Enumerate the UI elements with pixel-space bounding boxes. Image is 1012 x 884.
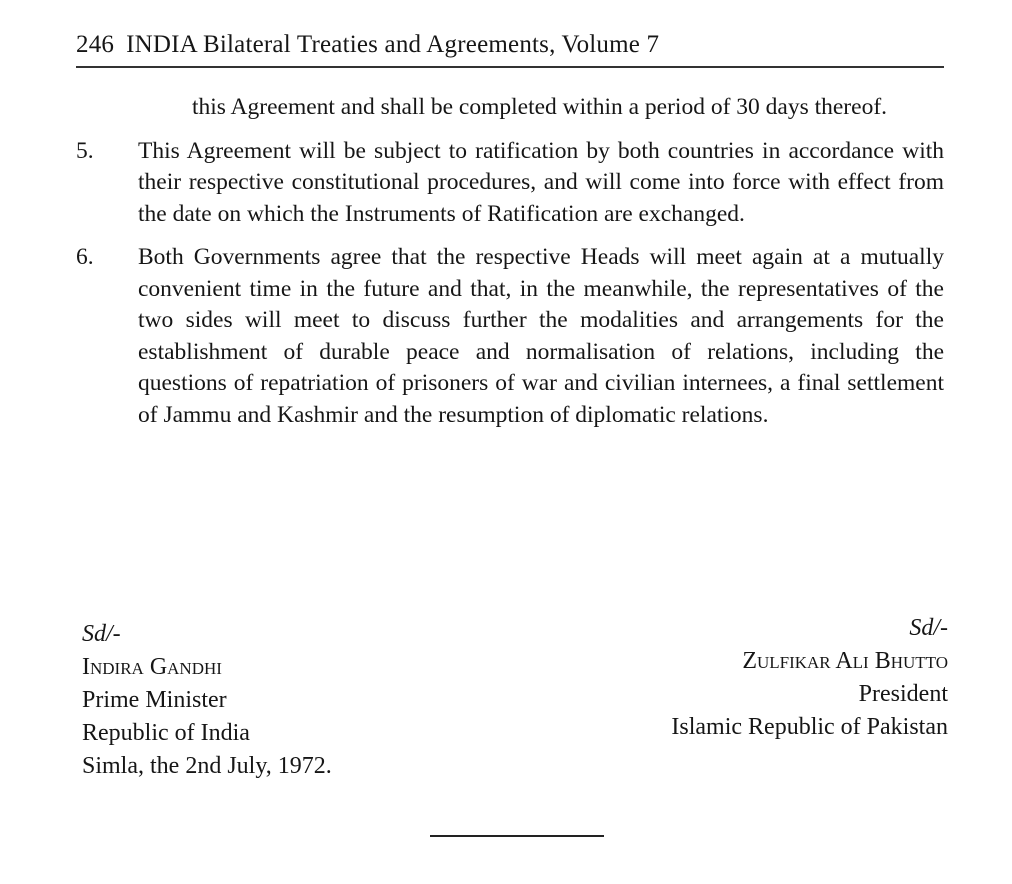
book-title: INDIA Bilateral Treaties and Agreements, Volume 7 (126, 31, 660, 58)
clause-text: This Agreement will be subject to ratification by both countries in accordance with their respective constitutional procedures, and will come into force with effect from the date on which the Instruments of Ratification are exchanged. (138, 137, 944, 227)
signatory-name: Indira Gandhi (82, 654, 222, 680)
clause-5 (76, 136, 944, 231)
clause-number: 5. (76, 137, 94, 164)
signatory-title: Prime Minister (82, 687, 227, 713)
signatory-name: Zulfikar Ali Bhutto (742, 648, 948, 674)
signed-mark: Sd/- (909, 615, 948, 641)
signatory-title: President (858, 681, 948, 707)
header-rule (76, 66, 944, 68)
signatory-country: Republic of India (82, 720, 250, 746)
signature-block-pakistan (671, 612, 948, 744)
clause-number: 6. (76, 244, 94, 270)
signatory-country: Islamic Republic of Pakistan (671, 714, 948, 740)
clause-text: Both Governments agree that the respective Heads will meet again at a mutually convenient time in the future and that, in the meanwhile, the representatives of the two sides will meet to discuss further the modalities and arrangements for the establishment of durable peace and normalisation of relations, including the questions of repatriation of prisoners of war and civilian internees, a final settlement of Jammu and Kashmir and the resumption of diplomatic relations. (138, 244, 944, 428)
paragraph-continuation: this Agreement and shall be completed within a period of 30 days thereof. (192, 94, 888, 120)
end-rule (430, 835, 604, 837)
place-date: Simla, the 2nd July, 1972. (82, 753, 332, 779)
running-head (76, 31, 944, 59)
page-number: 246 (76, 31, 115, 58)
clause-6 (76, 242, 944, 431)
signature-block-india (82, 618, 332, 783)
agreement-text (76, 92, 944, 431)
signed-mark: Sd/- (82, 621, 121, 647)
